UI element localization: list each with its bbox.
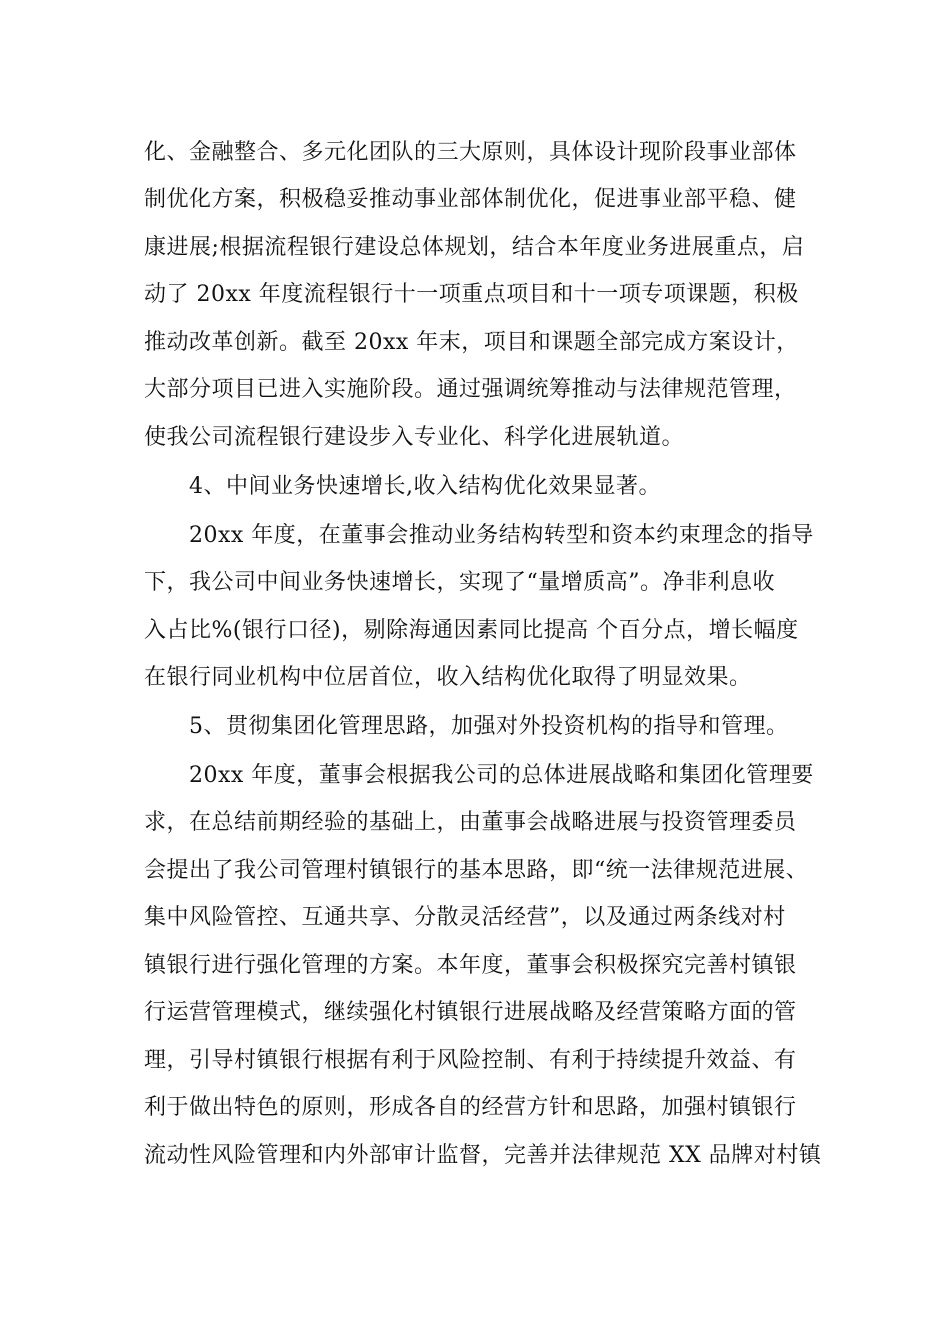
text-line: 康进展;根据流程银行建设总体规划，结合本年度业务进展重点，启 <box>144 235 805 260</box>
text-line: 在银行同业机构中位居首位，收入结构优化取得了明显效果。 <box>144 665 752 690</box>
text-line: 会提出了我公司管理村镇银行的基本思路，即“统一法律规范进展、 <box>144 858 809 883</box>
text-line: 求，在总结前期经验的基础上，由董事会战略进展与投资管理委员 <box>144 810 797 835</box>
text-line: 制优化方案，积极稳妥推动事业部体制优化，促进事业部平稳、健 <box>144 187 797 212</box>
text-line: 使我公司流程银行建设步入专业化、科学化进展轨道。 <box>144 425 685 450</box>
text-line: 下，我公司中间业务快速增长，实现了“量增质高”。净非利息收 <box>144 570 775 595</box>
text-line: 大部分项目已进入实施阶段。通过强调统筹推动与法律规范管理， <box>144 377 797 402</box>
text-line: 集中风险管控、互通共享、分散灵活经营”，以及通过两条线对村 <box>144 905 786 930</box>
text-line: 推动改革创新。截至 20xx 年末，项目和课题全部完成方案设计， <box>144 330 799 355</box>
text-line: 化、金融整合、多元化团队的三大原则，具体设计现阶段事业部体 <box>144 140 797 165</box>
text-line: 流动性风险管理和内外部审计监督，完善并法律规范 XX 品牌对村镇 <box>144 1143 822 1168</box>
paragraph-first-line: 20xx 年度，董事会根据我公司的总体进展战略和集团化管理要 <box>189 763 814 788</box>
paragraph-first-line: 20xx 年度，在董事会推动业务结构转型和资本约束理念的指导 <box>189 523 814 548</box>
section-heading-5: 5、贯彻集团化管理思路，加强对外投资机构的指导和管理。 <box>189 714 789 739</box>
text-line: 利于做出特色的原则，形成各自的经营方针和思路，加强村镇银行 <box>144 1095 797 1120</box>
section-heading-4: 4、中间业务快速增长,收入结构优化效果显著。 <box>189 474 661 499</box>
text-line: 理，引导村镇银行根据有利于风险控制、有利于持续提升效益、有 <box>144 1048 797 1073</box>
text-line: 入占比%(银行口径)，剔除海通因素同比提高 个百分点，增长幅度 <box>144 618 799 643</box>
text-line: 行运营管理模式，继续强化村镇银行进展战略及经营策略方面的管 <box>144 1000 797 1025</box>
text-line: 镇银行进行强化管理的方案。本年度，董事会积极探究完善村镇银 <box>144 953 797 978</box>
text-line: 动了 20xx 年度流程银行十一项重点项目和十一项专项课题，积极 <box>144 282 799 307</box>
